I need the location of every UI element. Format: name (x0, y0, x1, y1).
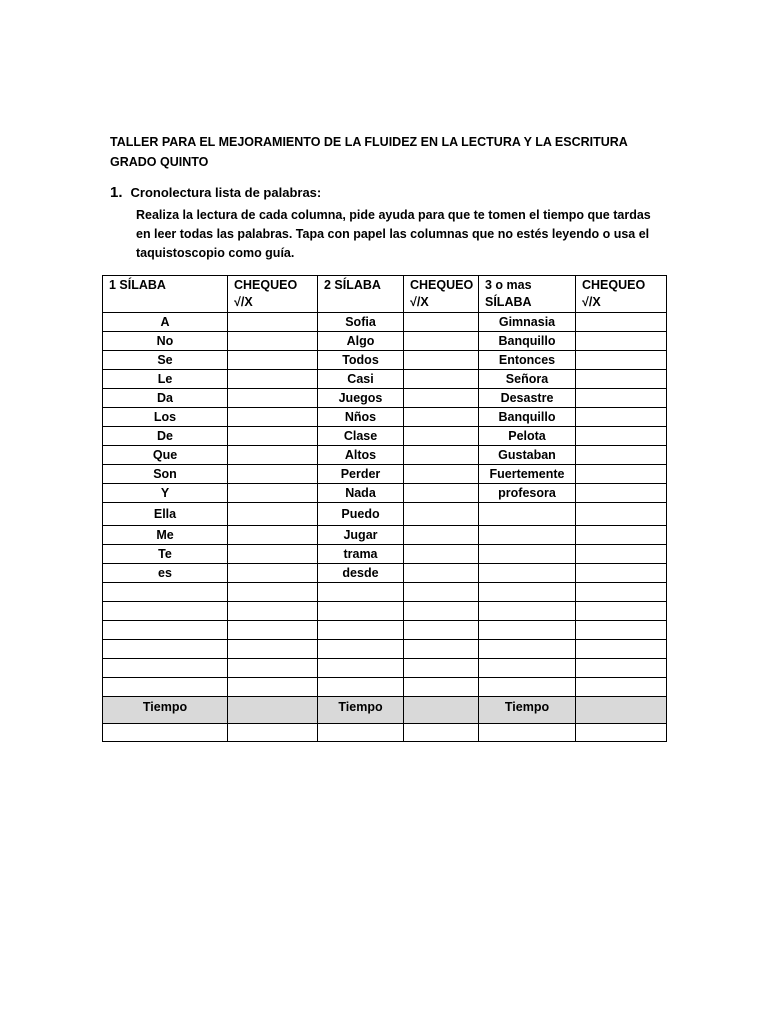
word-cell-2-syllable: Nada (318, 484, 404, 503)
check-cell-2[interactable] (404, 545, 479, 564)
section-number: 1. (110, 184, 123, 201)
word-cell-1-syllable: Me (103, 526, 228, 545)
check-cell-2[interactable] (404, 313, 479, 332)
check-cell-1[interactable] (228, 602, 318, 621)
time-entry-cell[interactable] (404, 724, 479, 742)
word-cell-2-syllable (318, 640, 404, 659)
check-cell-3[interactable] (576, 332, 667, 351)
table-row (103, 545, 667, 564)
word-cell-2-syllable: Todos (318, 351, 404, 370)
word-cell-2-syllable: Algo (318, 332, 404, 351)
time-cell[interactable] (228, 697, 318, 724)
check-cell-3[interactable] (576, 446, 667, 465)
check-cell-3[interactable] (576, 640, 667, 659)
check-cell-2[interactable] (404, 389, 479, 408)
section-heading (110, 184, 321, 201)
check-cell-3[interactable] (576, 370, 667, 389)
table-row (103, 640, 667, 659)
word-cell-2-syllable (318, 659, 404, 678)
word-cell-3-syllable: Señora (479, 370, 576, 389)
time-cell[interactable] (576, 697, 667, 724)
table-row (103, 408, 667, 427)
word-cell-2-syllable: Altos (318, 446, 404, 465)
word-cell-3-syllable: Entonces (479, 351, 576, 370)
word-cell-3-syllable (479, 640, 576, 659)
table-row (103, 678, 667, 697)
word-cell-3-syllable: Fuertemente (479, 465, 576, 484)
word-cell-3-syllable: Gimnasia (479, 313, 576, 332)
check-cell-1[interactable] (228, 659, 318, 678)
word-cell-1-syllable: Que (103, 446, 228, 465)
check-cell-2[interactable] (404, 602, 479, 621)
check-cell-3[interactable] (576, 389, 667, 408)
table-row (103, 583, 667, 602)
document-title: TALLER PARA EL MEJORAMIENTO DE LA FLUIDEZ EN LA LECTURA Y LA ESCRITURA GRADO QUINTO (110, 135, 628, 169)
word-cell-3-syllable (479, 583, 576, 602)
check-cell-1[interactable] (228, 583, 318, 602)
table-row (103, 446, 667, 465)
time-entry-cell[interactable] (576, 724, 667, 742)
check-cell-1[interactable] (228, 564, 318, 583)
check-cell-1[interactable] (228, 465, 318, 484)
word-cell-1-syllable (103, 602, 228, 621)
check-cell-3[interactable] (576, 564, 667, 583)
time-row (103, 697, 667, 724)
header-check-1: CHEQUEO √/X (228, 276, 318, 313)
word-cell-3-syllable: Banquillo (479, 408, 576, 427)
check-cell-1[interactable] (228, 427, 318, 446)
section-title: Cronolectura lista de palabras: (130, 185, 322, 200)
time-label: Tiempo (103, 697, 228, 724)
time-entry-cell[interactable] (479, 724, 576, 742)
word-cell-2-syllable: Perder (318, 465, 404, 484)
check-cell-3[interactable] (576, 621, 667, 640)
check-cell-2[interactable] (404, 583, 479, 602)
header-one-syllable: 1 SÍLABA (103, 276, 228, 313)
word-cell-3-syllable: Gustaban (479, 446, 576, 465)
check-cell-3[interactable] (576, 602, 667, 621)
check-cell-2[interactable] (404, 332, 479, 351)
word-list-table (102, 275, 667, 742)
word-cell-1-syllable: Los (103, 408, 228, 427)
check-cell-3[interactable] (576, 545, 667, 564)
check-cell-1[interactable] (228, 370, 318, 389)
word-cell-3-syllable (479, 678, 576, 697)
word-cell-3-syllable (479, 564, 576, 583)
table-row (103, 370, 667, 389)
check-cell-2[interactable] (404, 526, 479, 545)
word-cell-1-syllable: Da (103, 389, 228, 408)
check-cell-3[interactable] (576, 659, 667, 678)
word-cell-2-syllable: Clase (318, 427, 404, 446)
word-cell-1-syllable: Son (103, 465, 228, 484)
header-two-syllable: 2 SÍLABA (318, 276, 404, 313)
table-row (103, 332, 667, 351)
word-cell-3-syllable (479, 621, 576, 640)
check-cell-1[interactable] (228, 503, 318, 526)
word-cell-1-syllable: Ella (103, 503, 228, 526)
word-cell-2-syllable (318, 621, 404, 640)
time-entry-cell[interactable] (103, 724, 228, 742)
word-cell-1-syllable (103, 621, 228, 640)
check-cell-2[interactable] (404, 465, 479, 484)
time-entry-row (103, 724, 667, 742)
word-cell-2-syllable (318, 583, 404, 602)
table-row (103, 351, 667, 370)
time-entry-cell[interactable] (318, 724, 404, 742)
check-cell-3[interactable] (576, 484, 667, 503)
header-three-syllable: 3 o mas SÍLABA (479, 276, 576, 313)
check-cell-1[interactable] (228, 351, 318, 370)
check-cell-2[interactable] (404, 659, 479, 678)
word-cell-2-syllable: Sofia (318, 313, 404, 332)
check-cell-2[interactable] (404, 621, 479, 640)
check-cell-1[interactable] (228, 389, 318, 408)
word-cell-2-syllable: Juegos (318, 389, 404, 408)
check-cell-3[interactable] (576, 526, 667, 545)
check-cell-3[interactable] (576, 427, 667, 446)
check-cell-2[interactable] (404, 408, 479, 427)
word-cell-1-syllable: No (103, 332, 228, 351)
time-label: Tiempo (318, 697, 404, 724)
check-cell-3[interactable] (576, 408, 667, 427)
table-row (103, 389, 667, 408)
check-cell-2[interactable] (404, 640, 479, 659)
check-cell-1[interactable] (228, 621, 318, 640)
table-header-row (103, 276, 667, 313)
word-cell-3-syllable (479, 503, 576, 526)
instructions-text: Realiza la lectura de cada columna, pide ayuda para que te tomen el tiempo que tardas en leer todas las palabras. Tapa con papel las columnas que no estés leyendo o usa el taquistoscopio como guía. (136, 208, 651, 260)
table-row (103, 564, 667, 583)
word-cell-3-syllable (479, 545, 576, 564)
check-cell-1[interactable] (228, 313, 318, 332)
header-check-3: CHEQUEO √/X (576, 276, 667, 313)
check-cell-3[interactable] (576, 465, 667, 484)
check-cell-1[interactable] (228, 408, 318, 427)
check-cell-1[interactable] (228, 446, 318, 465)
table-row (103, 503, 667, 526)
word-cell-1-syllable: De (103, 427, 228, 446)
word-cell-3-syllable: Pelota (479, 427, 576, 446)
word-cell-3-syllable (479, 659, 576, 678)
table-row (103, 465, 667, 484)
table-row (103, 659, 667, 678)
word-cell-2-syllable: desde (318, 564, 404, 583)
word-cell-1-syllable: Le (103, 370, 228, 389)
check-cell-1[interactable] (228, 332, 318, 351)
check-cell-1[interactable] (228, 545, 318, 564)
word-cell-3-syllable: profesora (479, 484, 576, 503)
table-row (103, 602, 667, 621)
word-cell-1-syllable (103, 678, 228, 697)
word-cell-1-syllable: Se (103, 351, 228, 370)
word-cell-3-syllable (479, 526, 576, 545)
word-cell-2-syllable (318, 602, 404, 621)
time-cell[interactable] (404, 697, 479, 724)
check-cell-1[interactable] (228, 526, 318, 545)
word-cell-2-syllable: Casi (318, 370, 404, 389)
word-cell-1-syllable: Te (103, 545, 228, 564)
word-cell-1-syllable (103, 640, 228, 659)
check-cell-2[interactable] (404, 370, 479, 389)
time-entry-cell[interactable] (228, 724, 318, 742)
check-cell-2[interactable] (404, 427, 479, 446)
word-cell-1-syllable (103, 659, 228, 678)
check-cell-1[interactable] (228, 678, 318, 697)
word-cell-2-syllable: Nños (318, 408, 404, 427)
check-cell-3[interactable] (576, 503, 667, 526)
check-cell-2[interactable] (404, 484, 479, 503)
word-cell-2-syllable: trama (318, 545, 404, 564)
check-cell-2[interactable] (404, 564, 479, 583)
word-cell-3-syllable: Desastre (479, 389, 576, 408)
check-cell-3[interactable] (576, 351, 667, 370)
table-row (103, 526, 667, 545)
check-cell-2[interactable] (404, 678, 479, 697)
word-cell-2-syllable (318, 678, 404, 697)
word-cell-1-syllable: Y (103, 484, 228, 503)
check-cell-3[interactable] (576, 583, 667, 602)
word-cell-3-syllable (479, 602, 576, 621)
header-check-2: CHEQUEO √/X (404, 276, 479, 313)
check-cell-3[interactable] (576, 678, 667, 697)
check-cell-2[interactable] (404, 351, 479, 370)
check-cell-1[interactable] (228, 640, 318, 659)
word-cell-1-syllable: A (103, 313, 228, 332)
word-cell-1-syllable: es (103, 564, 228, 583)
word-cell-2-syllable: Puedo (318, 503, 404, 526)
word-cell-3-syllable: Banquillo (479, 332, 576, 351)
table-row (103, 427, 667, 446)
check-cell-1[interactable] (228, 484, 318, 503)
table-row (103, 621, 667, 640)
check-cell-3[interactable] (576, 313, 667, 332)
table-row (103, 484, 667, 503)
check-cell-2[interactable] (404, 446, 479, 465)
word-cell-2-syllable: Jugar (318, 526, 404, 545)
table-row (103, 313, 667, 332)
table-body (103, 313, 667, 742)
word-cell-1-syllable (103, 583, 228, 602)
check-cell-2[interactable] (404, 503, 479, 526)
time-label: Tiempo (479, 697, 576, 724)
